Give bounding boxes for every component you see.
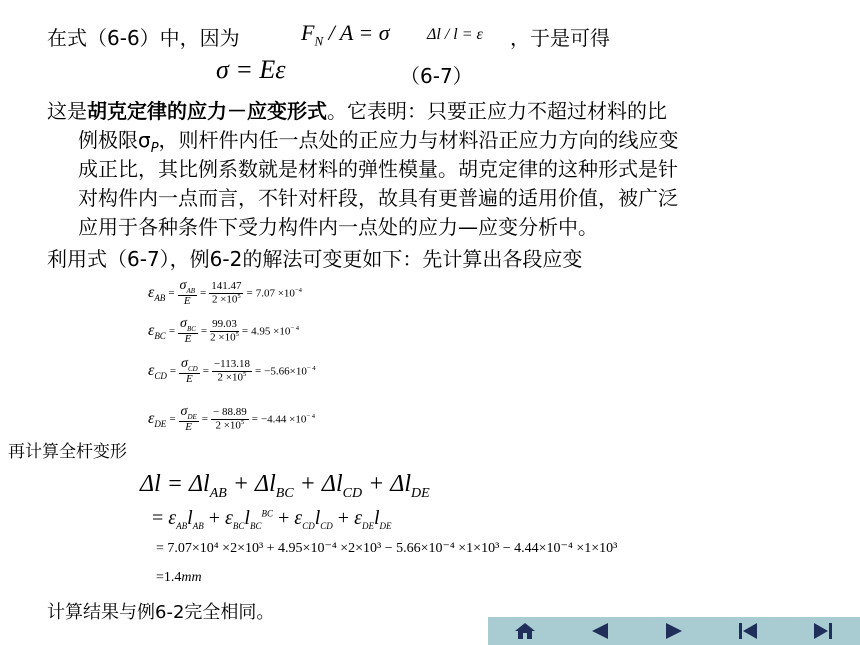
stress-fraction: $\frac{\sigma_{AB}}{E}$ xyxy=(179,278,195,308)
total-deformation-line-1: $\Delta l = \Delta l_{AB} + \Delta l_{BC} + \Delta l_{CD} + \Delta l_{DE}$ xyxy=(140,471,430,501)
strain-equation-row: $\varepsilon_{DE}$ = $\frac{\sigma_{DE}}{E}$ = $\frac{- 88.89}{2 \times 10^5}$ = $-4.44 \times 10^{- 4}$ xyxy=(148,404,316,434)
total-deformation-line-2: = $\varepsilon_{AB}l_{AB} + \varepsilon_{BC}l_{BC}^{BC} + \varepsilon_{CD}l_{CD} + \varepsilon_{DE}l_{DE}$ xyxy=(152,507,392,531)
total-deformation-result: =1.4mm xyxy=(156,570,202,585)
strain-equation-row: $\varepsilon_{BC}$ = $\frac{\sigma_{BC}}{E}$ = $\frac{99.03}{2 \times 10^5}$ = $4.95 \times 10^{- 4}$ xyxy=(148,316,299,346)
first-icon[interactable] xyxy=(728,620,768,642)
hooke-formula: σ = Eε xyxy=(216,55,286,84)
stress-fraction: $\frac{\sigma_{BC}}{E}$ xyxy=(180,316,196,346)
equation-number: （6-7） xyxy=(400,64,473,88)
home-icon[interactable] xyxy=(505,620,545,642)
strain-result: $-5.66\times 10^{- 4}$ xyxy=(264,365,316,378)
strain-result: $-4.44 \times 10^{- 4}$ xyxy=(260,413,316,426)
prev-icon[interactable] xyxy=(580,620,620,642)
strain-symbol: $\varepsilon_{CD}$ xyxy=(148,361,167,381)
conclusion: 计算结果与例6-2完全相同。 xyxy=(47,602,275,623)
intro-line xyxy=(47,22,240,51)
paragraph-line-5: 应用于各种条件下受力构件内一点处的应力—应变分析中。 xyxy=(78,215,598,239)
strain-equation-row: $\varepsilon_{AB}$ = $\frac{\sigma_{AB}}{E}$ = $\frac{141.47}{2 \times 10^5}$ = $7.07 \times 10^{-4}$ xyxy=(148,278,302,308)
hooke-law-term: 胡克定律的应力－应变形式 xyxy=(87,99,327,123)
total-deformation-line-3: = 7.07×10⁴ ×2×10³ + 4.95×10⁻⁴ ×2×10³ − 5.66×10⁻⁴ ×1×10³ − 4.44×10⁻⁴ ×1×10³ xyxy=(156,541,618,556)
force-area-equation: $F_N / A = \sigma$ xyxy=(301,20,390,49)
recalc-label: 再计算全杆变形 xyxy=(8,442,127,462)
strain-symbol: $\varepsilon_{BC}$ xyxy=(148,321,166,341)
value-fraction: $\frac{-113.18}{2 \times 10^5}$ xyxy=(213,357,250,384)
intro-prefix: 在式（6-6）中，因为 xyxy=(47,26,240,50)
stress-fraction: $\frac{\sigma_{DE}}{E}$ xyxy=(180,404,197,434)
value-fraction: $\frac{- 88.89}{2 \times 10^5}$ xyxy=(213,405,247,432)
paragraph-line-1: 这是胡克定律的应力－应变形式。它表明：只要正应力不超过材料的比 xyxy=(47,99,667,123)
value-fraction: $\frac{99.03}{2 \times 10^5}$ xyxy=(210,317,239,344)
last-icon[interactable] xyxy=(803,620,843,642)
value-fraction: $\frac{141.47}{2 \times 10^5}$ xyxy=(211,279,242,306)
paragraph-2: 利用式（6-7），例6-2的解法可变更如下：先计算出各段应变 xyxy=(47,247,583,271)
strain-result: $4.95 \times 10^{- 4}$ xyxy=(251,325,299,338)
strain-equation-row: $\varepsilon_{CD}$ = $\frac{\sigma_{CD}}{E}$ = $\frac{-113.18}{2 \times 10^5}$ = $-5.66\times 10^{- 4}$ xyxy=(148,356,316,386)
paragraph-line-2: 例极限$\sigma_P$，则杆件内任一点处的正应力与材料沿正应力方向的线应变 xyxy=(78,128,679,156)
next-icon[interactable] xyxy=(654,620,694,642)
strain-symbol: $\varepsilon_{DE}$ xyxy=(148,409,167,429)
intro-suffix: ，于是可得 xyxy=(510,26,610,50)
paragraph-line-3: 成正比，其比例系数就是材料的弹性模量。胡克定律的这种形式是针 xyxy=(78,157,678,181)
paragraph-line-4: 对构件内一点而言，不针对杆段，故具有更普遍的适用价值，被广泛 xyxy=(78,186,678,210)
stress-fraction: $\frac{\sigma_{CD}}{E}$ xyxy=(181,356,198,386)
slide-navigation-bar xyxy=(488,617,860,645)
strain-result: $7.07 \times 10^{-4}$ xyxy=(255,287,302,300)
strain-equation: Δl / l = ε xyxy=(427,26,483,43)
strain-symbol: $\varepsilon_{AB}$ xyxy=(148,283,166,303)
